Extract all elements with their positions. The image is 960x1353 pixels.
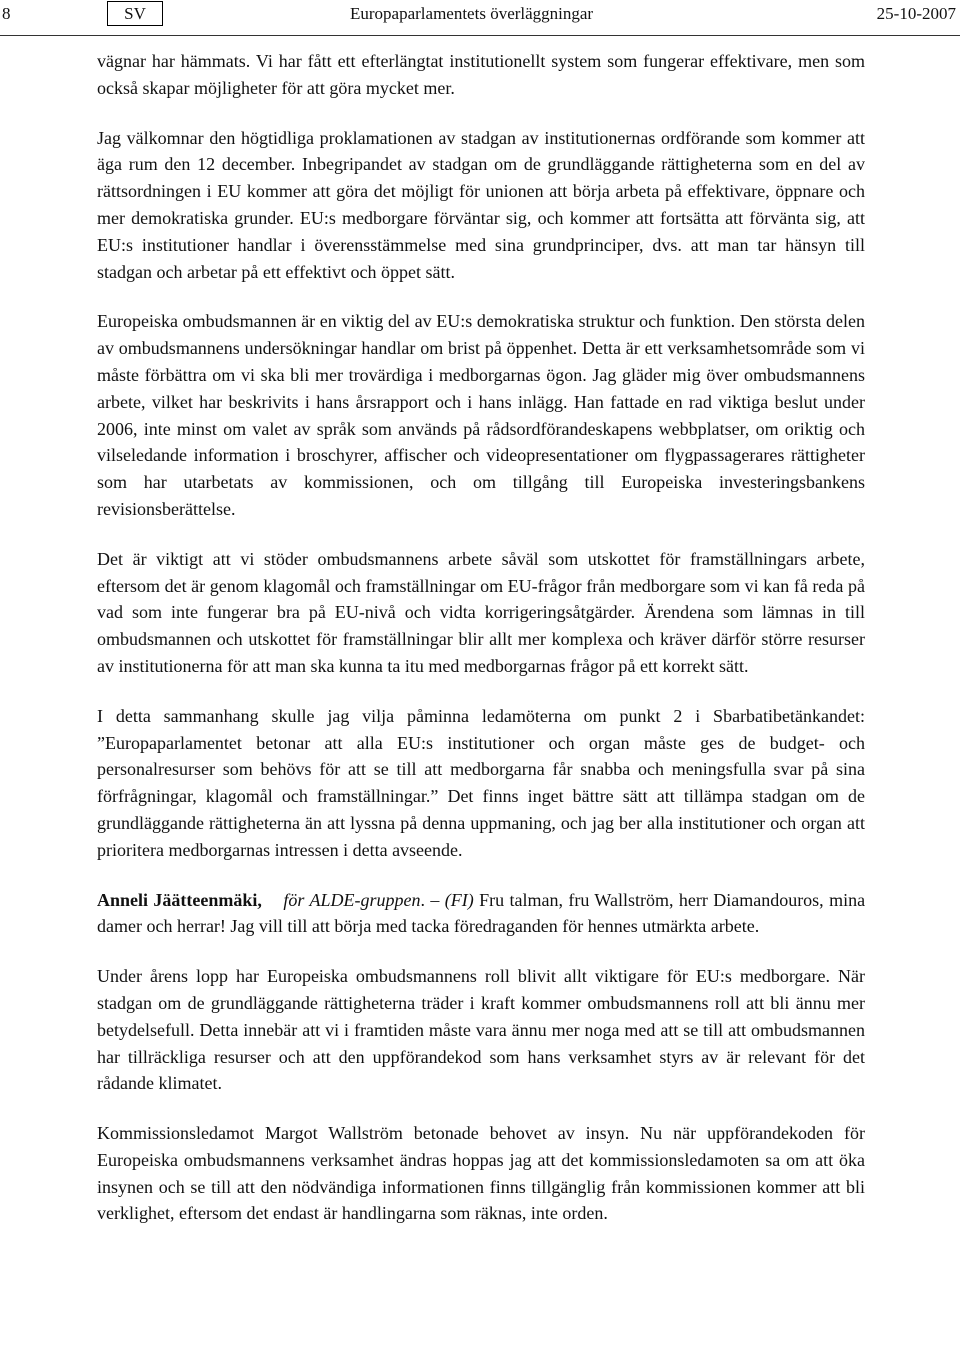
- speaker-group: för ALDE-gruppen: [283, 889, 421, 910]
- paragraph: Under årens lopp har Europeiska ombudsmannens roll blivit allt viktigare för EU:s medborgare. När stadgan om de grundläggande rättigheterna träder i kraft kommer ombudsmannens roll att bli ännu mer betydelsefull. Detta innebär att vi i framtiden måste vara ännu mer noga med att se till att ombudsmannen har tillräckliga resurser och att den uppförandekod som hans verksamhet styrs av är relevant för det rådande klimatet.: [97, 966, 865, 1094]
- page-number: 8: [2, 4, 11, 23]
- paragraph: Jag välkomnar den högtidliga proklamationen av stadgan av institutionernas ordförande som kommer att äga rum den 12 december. Inbegripandet av stadgan om de grundläggande rättigheterna som en del av rättsordningen i EU kommer att göra det möjligt för unionen att börja arbeta på effektivare, öppnare och mer demokratiska grunder. EU:s medborgare förväntar sig, och kommer att fortsätta att förvänta sig, att EU:s institutioner handlar i överensstämmelse med sina grundprinciper, dvs. att man tar hänsyn till stadgan och arbetar på ett effektivt och öppet sätt.: [97, 127, 865, 282]
- speaker-name: Anneli Jäätteenmäki,: [97, 889, 262, 910]
- paragraph: Europeiska ombudsmannen är en viktig del av EU:s demokratiska struktur och funktion. Den största delen av ombudsmannens undersökningar handlar om brist på öppenhet. Detta är ett verksamhetsområde som vi måste förbättra om vi ska bli mer trovärdiga i medborgarnas ögon. Jag gläder mig över ombudsmannens arbete, vilket har beskrivits i hans årsrapport och i hans inlägg. Han fattade en rad viktiga beslut under 2006, inte minst om valet av språk som används på rådsordförandeskapens webbplatser, om oriktig och vilseledande information i broschyrer, affischer och videopresentationer om flygpassagerares rättigheter som har utarbetats av kommissionen, och om tillgång till Europeiska investeringsbankens revisionsberättelse.: [97, 311, 865, 519]
- speaker-language-code: (FI): [444, 889, 474, 910]
- document-title: Europaparlamentets överläggningar: [350, 4, 594, 23]
- speaker-paragraph: [97, 887, 865, 941]
- paragraph: Kommissionsledamot Margot Wallström betonade behovet av insyn. Nu när uppförandekoden för Europeiska ombudsmannens verksamhet ändras hoppas jag att det kommissionsledamoten sa om att öka insynen och se till att den nödvändiga informationen finns tillgänglig från kommissionen kommer att bli verklighet, eftersom det endast är handlingarna som räknas, inte orden.: [97, 1123, 865, 1224]
- paragraph: I detta sammanhang skulle jag vilja påminna ledamöterna om punkt 2 i Sbarbatibetänkandet: ”Europaparlamentet betonar att alla EU:s institutioner och organ måste ges de budget- och personalresurser som behövs för att se till att medborgarna får snabba och meningsfulla svar på sina förfrågningar, klagomål och framställningar.” Det finns inget bättre sätt att tillämpa stadgan om de grundläggande rättigheterna än att lyssna på denna uppmaning, och jag ber alla institutioner och organ att prioritera medborgarnas intressen i detta avseende.: [97, 705, 865, 860]
- page-header: [0, 0, 960, 36]
- language-code-box: SV: [107, 1, 163, 26]
- document-body: [97, 48, 865, 1250]
- speaker-separator: . –: [420, 889, 440, 910]
- paragraph: Det är viktigt att vi stöder ombudsmannens arbete såväl som utskottet för framställningars arbete, eftersom det är genom klagomål och framställningar om EU-frågor från medborgare som vi kan få reda på vad som inte fungerar bra på EU-nivå och vidta korrigeringsåtgärder. Ärendena som lämnas in till ombudsmannen och utskottet för framställningar blir allt mer komplexa och kräver därför större resurser av institutionerna för att man ska kunna ta itu med medborgarnas frågor på ett korrekt sätt.: [97, 548, 865, 676]
- paragraph: vägnar har hämmats. Vi har fått ett efterlängtat institutionellt system som fungerar effektivare, men som också skapar möjligheter för att göra mycket mer.: [97, 51, 865, 98]
- document-date: 25-10-2007: [876, 4, 956, 23]
- speaker-text: Fru talman, fru Wallström, herr Diamandouros, mina damer och herrar! Jag vill till att börja med tacka föredraganden för hennes utmärkta arbete.: [97, 889, 866, 937]
- header-divider: [0, 35, 960, 36]
